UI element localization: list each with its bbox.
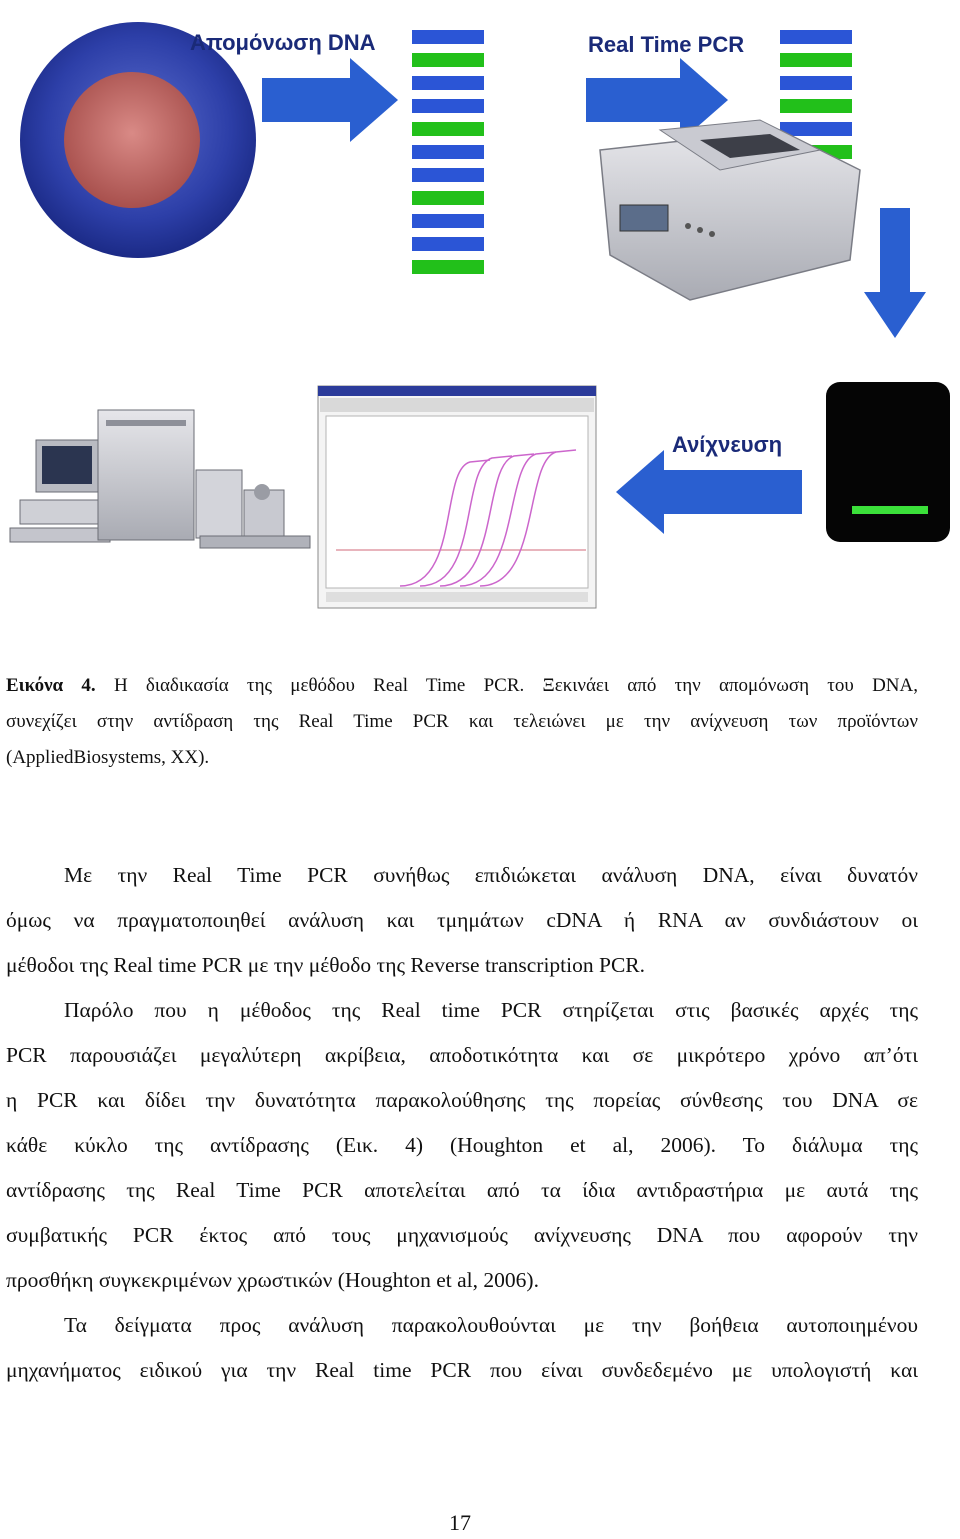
dna-strip <box>412 76 484 90</box>
paragraph-line: μηχανήματος ειδικού για την Real time PCR που είναι συνδεδεμένο με υπολογιστή και <box>6 1358 918 1382</box>
dna-strip <box>412 122 484 136</box>
dna-strip <box>412 53 484 67</box>
amplification-plot-screenshot <box>318 386 596 608</box>
dna-strip <box>780 76 852 90</box>
dna-strip <box>412 260 484 274</box>
arrow-right-icon <box>262 58 398 142</box>
paragraph-line: Παρόλο που η μέθοδος της Real time PCR στηρίζεται στις βασικές αρχές της <box>64 998 918 1022</box>
paragraph-line: όμως να πραγματοποιηθεί ανάλυση και τμημάτων cDNA ή RNA αν συνδιάστουν οι <box>6 908 918 932</box>
paragraph-line: προσθήκη συγκεκριμένων χρωστικών (Houghton et al, 2006). <box>6 1268 539 1292</box>
dna-strip <box>412 30 484 44</box>
dna-strip <box>780 99 852 113</box>
paragraph-line: PCR παρουσιάζει μεγαλύτερη ακρίβεια, αποδοτικότητα και σε μικρότερο χρόνο απ’ότι <box>6 1043 918 1067</box>
dna-strip <box>412 99 484 113</box>
caption-line: Εικόνα 4. Η διαδικασία της μεθόδου Real Time PCR. Ξεκινάει από την απομόνωση του DNA, <box>6 675 918 696</box>
realtime-pcr-label: Real Time PCR <box>588 32 745 57</box>
caption-line: (AppliedBiosystems, XX). <box>6 747 210 768</box>
cell-illustration <box>20 22 256 258</box>
dna-strip <box>780 30 852 44</box>
paragraph-line: Με την Real Time PCR συνήθως επιδιώκεται ανάλυση DNA, είναι δυνατόν <box>64 863 918 887</box>
paragraph-line: κάθε κύκλο της αντίδρασης (Εικ. 4) (Houghton et al, 2006). Το διάλυμα της <box>6 1133 918 1157</box>
caption-label: Εικόνα 4. <box>6 675 96 696</box>
paragraph-line: μέθοδοι της Real time PCR με την μέθοδο της Reverse transcription PCR. <box>6 953 646 977</box>
caption-line: συνεχίζει στην αντίδραση της Real Time PCR και τελειώνει με την ανίχνευση των προϊόντων <box>6 711 918 732</box>
arrow-down-icon <box>864 208 926 338</box>
dna-strip <box>412 237 484 251</box>
arrow-left-icon <box>616 450 802 534</box>
paragraph-line: η PCR και δίδει την δυνατότητα παρακολούθησης της πορείας σύνθεσης του DNA σε <box>6 1088 918 1112</box>
page-number: 17 <box>449 1510 471 1535</box>
dna-strip <box>412 191 484 205</box>
dna-strip <box>412 145 484 159</box>
dna-strip <box>780 122 852 136</box>
paragraph-line: αντίδρασης της Real Time PCR αποτελείται από τα ίδια αντιδραστήρια με αυτά της <box>6 1178 918 1202</box>
pcr-instrument-computer-illustration <box>10 410 310 548</box>
figure-caption <box>6 668 918 776</box>
dna-strip <box>412 168 484 182</box>
detection-gel <box>826 382 950 542</box>
dna-strip <box>412 214 484 228</box>
detection-label: Ανίχνευση <box>672 432 783 457</box>
dna-isolation-label: Απομόνωση DNA <box>190 30 376 55</box>
real-time-pcr-figure <box>0 0 960 640</box>
dna-strips-isolated <box>412 30 484 274</box>
body-text <box>6 853 918 1393</box>
dna-strip <box>780 53 852 67</box>
paragraph-line: συμβατικής PCR έκτος από τους μηχανισμούς ανίχνευσης DNA που αφορούν την <box>6 1223 918 1247</box>
paragraph-line: Τα δείγματα προς ανάλυση παρακολουθούνται με την βοήθεια αυτοποιημένου <box>64 1313 918 1337</box>
